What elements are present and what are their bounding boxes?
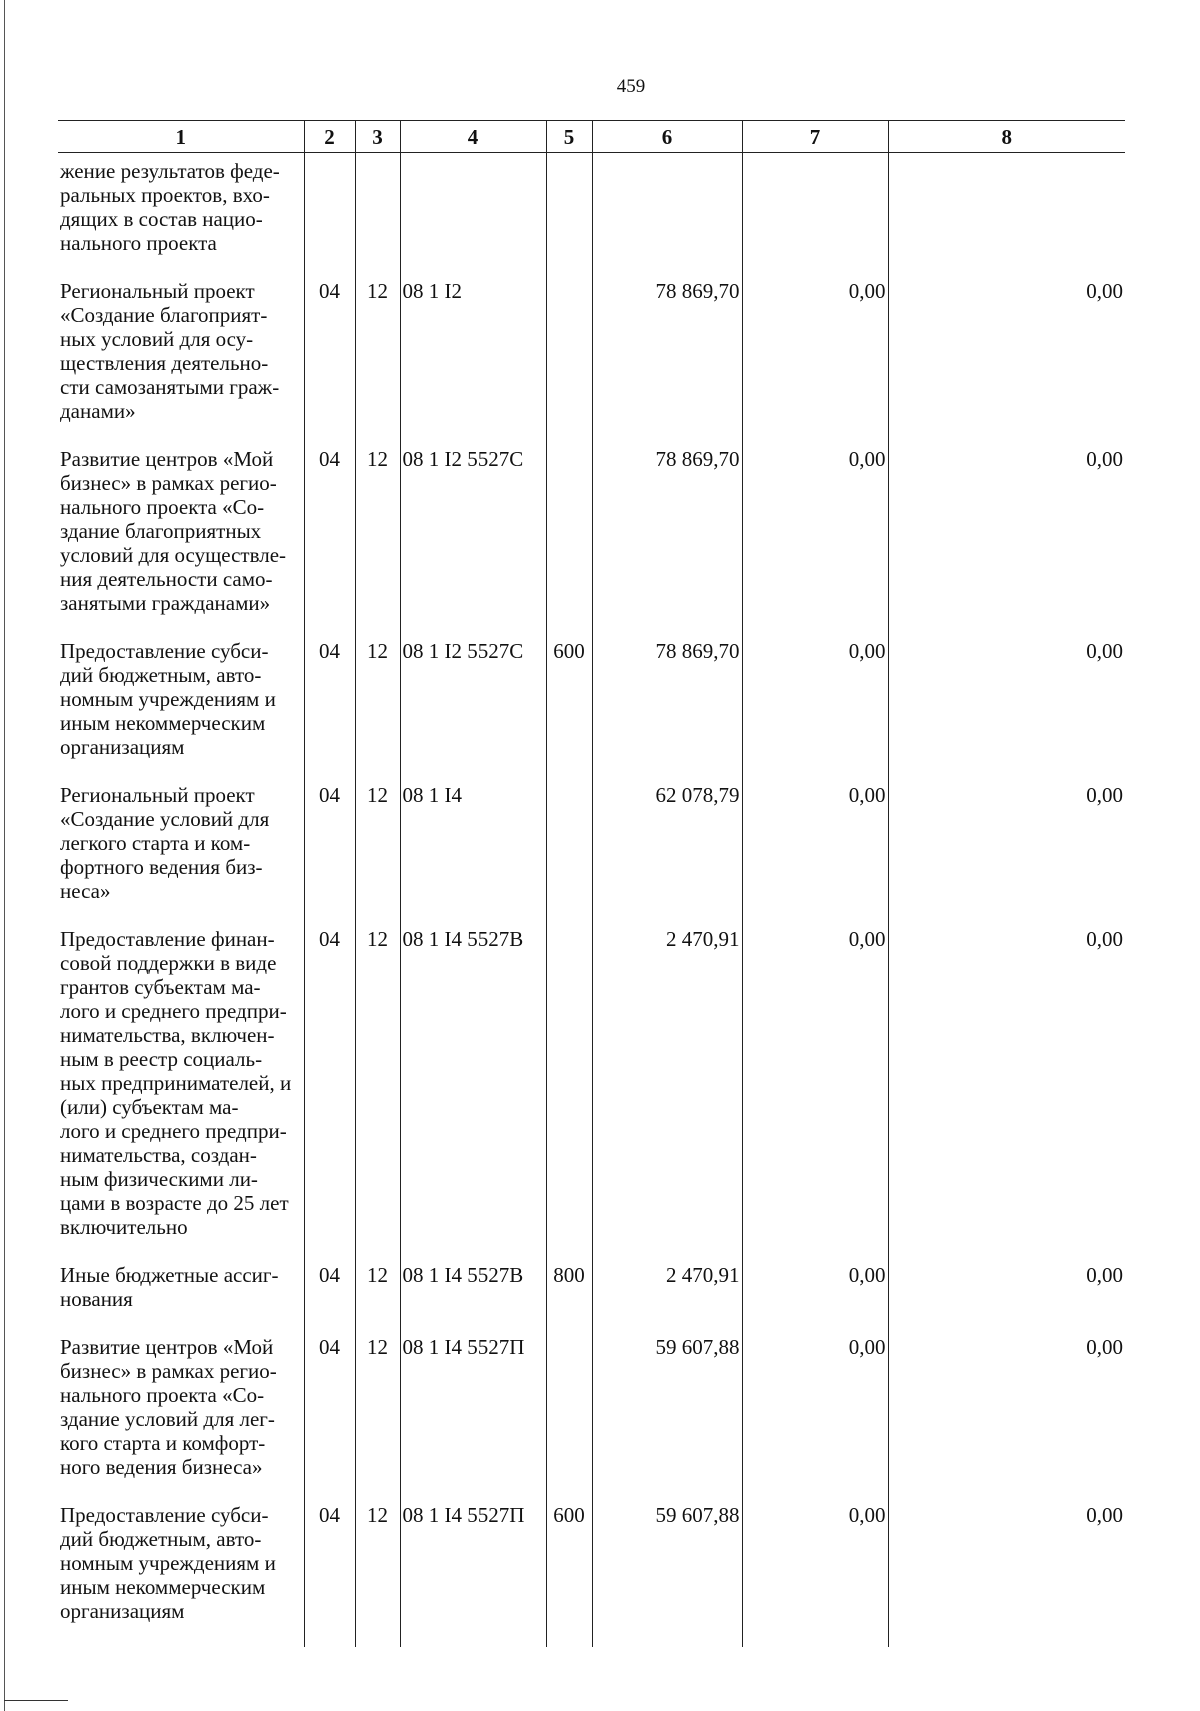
cell-amount-8: 0,00: [888, 447, 1125, 639]
cell-subsection: 12: [355, 279, 400, 447]
cell-expense-type: 800: [546, 1263, 592, 1335]
cell-expense-type: [546, 447, 592, 639]
row-name: Развитие центров «Мой бизнес» в рамках регио- нального проекта «Со- здание условий для лег- кого старта и комфорт- ного ведения бизнеса»: [60, 1335, 277, 1479]
cell-target-article: 08 1 I4 5527П: [400, 1503, 546, 1647]
cell-amount-8: 0,00: [888, 783, 1125, 927]
column-header-4: 4: [400, 121, 546, 153]
cell-expense-type: [546, 927, 592, 1263]
cell-section: 04: [304, 1263, 355, 1335]
cell-amount-6: [592, 153, 742, 280]
cell-amount-8: 0,00: [888, 279, 1125, 447]
cell-target-article: 08 1 I2 5527С: [400, 447, 546, 639]
table-row: [58, 639, 1125, 783]
cell-section: 04: [304, 447, 355, 639]
row-name: Иные бюджетные ассиг- нования: [60, 1263, 279, 1311]
table-row: [58, 279, 1125, 447]
table-row: [58, 447, 1125, 639]
cell-amount-6: 78 869,70: [592, 447, 742, 639]
cell-expense-type: 600: [546, 1503, 592, 1647]
cell-target-article: 08 1 I4 5527П: [400, 1335, 546, 1503]
column-header-5: 5: [546, 121, 592, 153]
row-name: Предоставление субси- дий бюджетным, авто- номным учреждениям и иным некоммерческим организациям: [60, 639, 276, 759]
cell-subsection: 12: [355, 783, 400, 927]
table-row: [58, 1263, 1125, 1335]
footer-rule: [4, 1700, 68, 1701]
row-name: Предоставление субси- дий бюджетным, авто- номным учреждениям и иным некоммерческим организациям: [60, 1503, 276, 1623]
cell-amount-7: 0,00: [742, 279, 888, 447]
table-row: [58, 1335, 1125, 1503]
cell-section: 04: [304, 639, 355, 783]
row-name: Предоставление финан- совой поддержки в виде грантов субъектам ма- лого и среднего предпри- нимательства, включен- ным в реестр социаль- ных предпринимателей, и (или) субъектам ма- лого и среднего предпри- нимательства, создан- ным физическими ли- цами в возрасте до 25 лет включительно: [60, 927, 292, 1239]
cell-amount-6: 2 470,91: [592, 1263, 742, 1335]
cell-amount-7: 0,00: [742, 783, 888, 927]
table-row: [58, 1503, 1125, 1647]
cell-amount-6: 2 470,91: [592, 927, 742, 1263]
cell-section: 04: [304, 783, 355, 927]
cell-subsection: 12: [355, 1503, 400, 1647]
cell-amount-6: 78 869,70: [592, 279, 742, 447]
cell-subsection: 12: [355, 927, 400, 1263]
table-row: [58, 153, 1125, 280]
cell-amount-7: 0,00: [742, 1263, 888, 1335]
cell-amount-7: 0,00: [742, 1503, 888, 1647]
cell-amount-6: 59 607,88: [592, 1335, 742, 1503]
cell-expense-type: [546, 1335, 592, 1503]
cell-amount-7: 0,00: [742, 927, 888, 1263]
row-name: жение результатов феде- ральных проектов, вхо- дящих в состав нацио- нального проекта: [60, 159, 280, 255]
cell-target-article: 08 1 I2: [400, 279, 546, 447]
cell-amount-7: [742, 153, 888, 280]
cell-section: [304, 153, 355, 280]
cell-subsection: 12: [355, 639, 400, 783]
cell-subsection: 12: [355, 1263, 400, 1335]
cell-target-article: 08 1 I4 5527В: [400, 927, 546, 1263]
cell-expense-type: 600: [546, 639, 592, 783]
cell-amount-7: 0,00: [742, 447, 888, 639]
cell-subsection: 12: [355, 447, 400, 639]
cell-amount-8: 0,00: [888, 927, 1125, 1263]
row-name: Развитие центров «Мой бизнес» в рамках регио- нального проекта «Со- здание благоприятных условий для осуществле- ния деятельности само- занятыми гражданами»: [60, 447, 287, 615]
cell-expense-type: [546, 153, 592, 280]
budget-table: [58, 120, 1125, 1647]
cell-amount-7: 0,00: [742, 1335, 888, 1503]
cell-amount-8: [888, 153, 1125, 280]
page-number: 459: [616, 76, 646, 97]
cell-amount-6: 59 607,88: [592, 1503, 742, 1647]
column-header-6: 6: [592, 121, 742, 153]
cell-target-article: 08 1 I4: [400, 783, 546, 927]
cell-amount-8: 0,00: [888, 639, 1125, 783]
cell-amount-8: 0,00: [888, 1263, 1125, 1335]
left-margin-line: [4, 0, 5, 1711]
cell-amount-8: 0,00: [888, 1503, 1125, 1647]
column-header-1: 1: [58, 121, 304, 153]
cell-section: 04: [304, 279, 355, 447]
cell-target-article: 08 1 I4 5527В: [400, 1263, 546, 1335]
table-row: [58, 927, 1125, 1263]
column-header-2: 2: [304, 121, 355, 153]
cell-target-article: [400, 153, 546, 280]
cell-subsection: [355, 153, 400, 280]
cell-amount-6: 62 078,79: [592, 783, 742, 927]
cell-section: 04: [304, 927, 355, 1263]
cell-target-article: 08 1 I2 5527С: [400, 639, 546, 783]
cell-subsection: 12: [355, 1335, 400, 1503]
cell-expense-type: [546, 783, 592, 927]
row-name: Региональный проект «Создание условий для легкого старта и ком- фортного ведения биз- неса»: [60, 783, 270, 903]
column-header-7: 7: [742, 121, 888, 153]
cell-expense-type: [546, 279, 592, 447]
column-header-8: 8: [888, 121, 1125, 153]
column-header-3: 3: [355, 121, 400, 153]
cell-section: 04: [304, 1503, 355, 1647]
table-row: [58, 783, 1125, 927]
table-header-row: [58, 121, 1125, 153]
cell-amount-8: 0,00: [888, 1335, 1125, 1503]
cell-amount-7: 0,00: [742, 639, 888, 783]
cell-section: 04: [304, 1335, 355, 1503]
row-name: Региональный проект «Создание благоприят- ных условий для осу- ществления деятельно- сти самозанятыми граж- данами»: [60, 279, 280, 423]
cell-amount-6: 78 869,70: [592, 639, 742, 783]
